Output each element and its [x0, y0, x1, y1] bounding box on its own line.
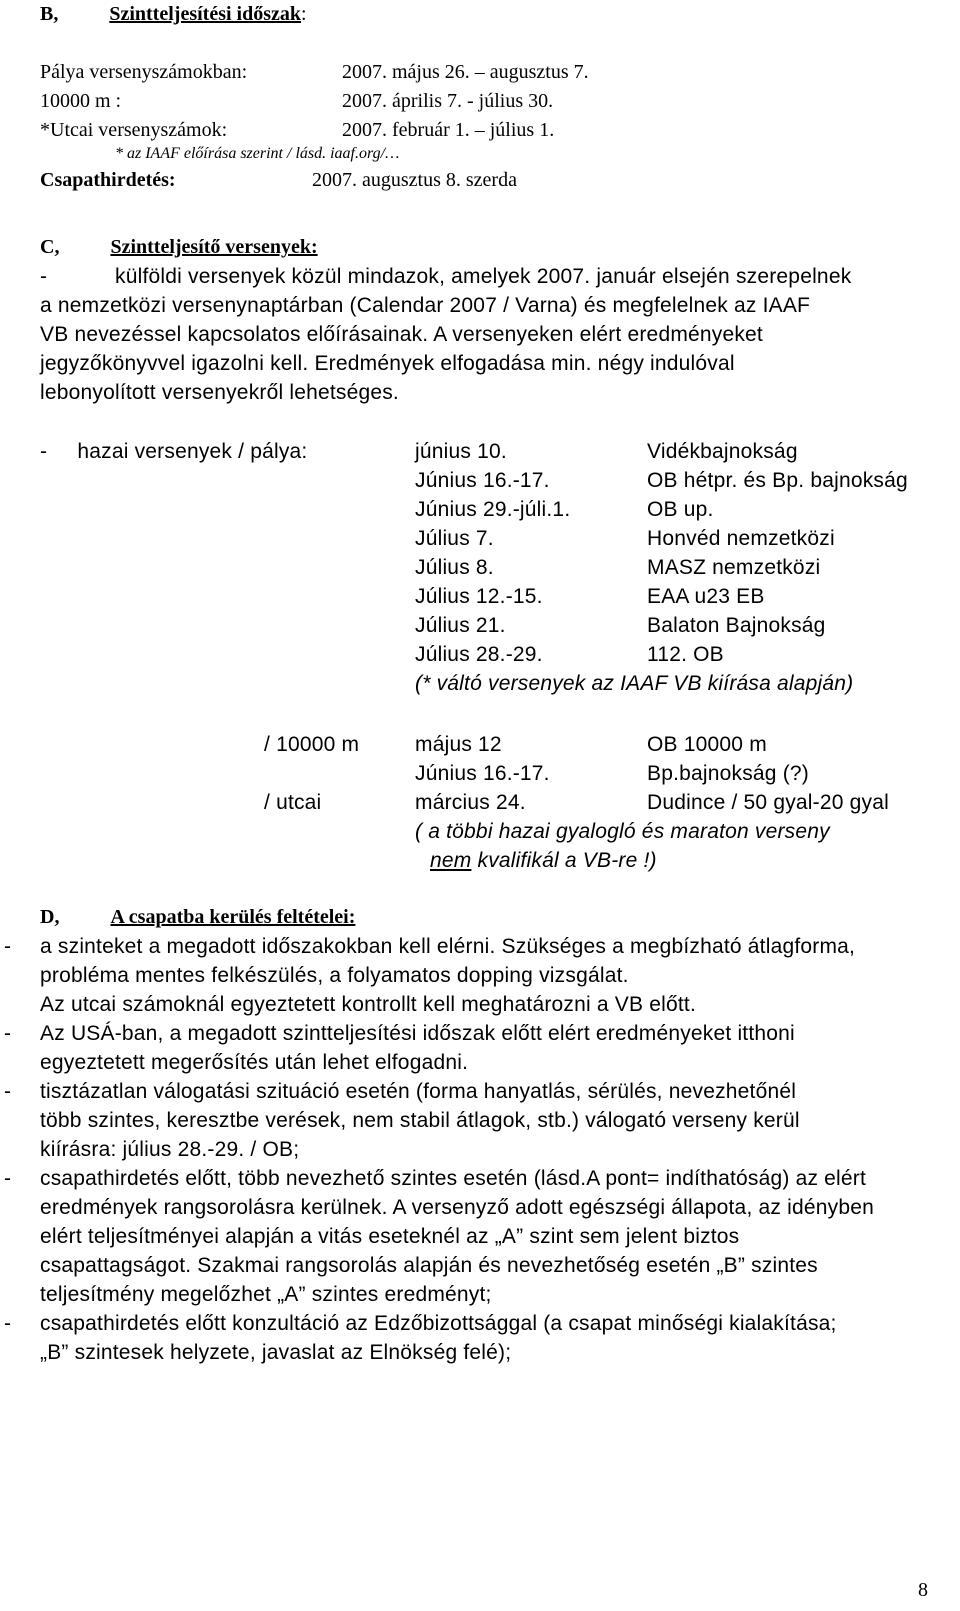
domestic-track-event: OB up. — [647, 498, 714, 521]
section-b-title: Szintteljesítési időszak — [109, 3, 301, 25]
condition-bullet: - — [4, 1080, 12, 1103]
condition-line: eredmények rangsorolásra kerülnek. A versenyző adott egészségi állapota, az idényben — [40, 1196, 874, 1219]
domestic-road-event: Dudince / 50 gyal-20 gyal — [647, 791, 889, 814]
domestic-10000-label: / 10000 m — [264, 733, 360, 756]
condition-line: kiírásra: július 28.-29. / OB; — [40, 1138, 300, 1161]
domestic-track-event: Balaton Bajnokság — [647, 614, 826, 637]
domestic-road-date: március 24. — [415, 791, 526, 814]
condition-line: elért teljesítményei alapján a vitás eseteknél az „A” szint sem jelent biztos — [40, 1225, 740, 1248]
domestic-track-event: Honvéd nemzetközi — [647, 527, 835, 550]
domestic-track-date: Június 29.-júli.1. — [415, 498, 571, 521]
condition-first-line: a szinteket a megadott időszakokban kell elérni. Szükséges a megbízható átlagforma, — [40, 935, 856, 958]
section-b-letter: B, — [40, 3, 59, 25]
road-note-emphasis: nem — [430, 849, 472, 872]
domestic-track-event: OB hétpr. és Bp. bajnokság — [647, 469, 908, 492]
condition-line: egyeztetett megerősítés után lehet elfogadni. — [40, 1051, 469, 1074]
domestic-track-date: június 10. — [415, 440, 507, 463]
section-c-heading — [40, 233, 318, 262]
domestic-track-event: MASZ nemzetközi — [647, 556, 821, 579]
condition-line: probléma mentes felkészülés, a folyamatos dopping vizsgálat. — [40, 964, 629, 987]
condition-bullet: - — [4, 1312, 12, 1335]
section-d-letter: D, — [40, 906, 60, 928]
condition-line: több szintes, keresztbe verések, nem stabil átlagok, stb.) válogató verseny kerül — [40, 1109, 800, 1132]
foreign-intro-line: VB nevezéssel kapcsolatos előírásainak. A versenyeken elért eredményeket — [40, 323, 763, 346]
condition-line: „B” szintesek helyzete, javaslat az Elnökség felé); — [40, 1341, 512, 1364]
domestic-track-event: Vidékbajnokság — [647, 440, 798, 463]
period-label-palya: Pálya versenyszámokban: — [40, 61, 248, 83]
foreign-dash: - — [40, 265, 48, 288]
domestic-road-label: / utcai — [264, 791, 322, 814]
team-announce-label: Csapathirdetés: — [40, 169, 176, 191]
period-value-palya: 2007. május 26. – augusztus 7. — [342, 61, 589, 83]
domestic-track-date: Július 12.-15. — [415, 585, 543, 608]
condition-line: Az utcai számoknál egyeztetett kontrollt kell meghatározni a VB előtt. — [40, 993, 696, 1016]
domestic-10000-event: Bp.bajnokság (?) — [647, 762, 809, 785]
road-note-line1: ( a többi hazai gyalogló és maraton verseny — [415, 820, 830, 843]
section-c-letter: C, — [40, 236, 60, 258]
condition-first-line: csapathirdetés előtt konzultáció az Edzőbizottsággal (a csapat minőségi kialakítása; — [40, 1312, 837, 1335]
domestic-track-label: - hazai versenyek / pálya: — [40, 440, 308, 463]
domestic-track-event: EAA u23 EB — [647, 585, 765, 608]
foreign-intro-line: a nemzetközi versenynaptárban (Calendar 2007 / Varna) és megfelelnek az IAAF — [40, 294, 811, 317]
page-number: 8 — [918, 1579, 928, 1601]
domestic-10000-date: Június 16.-17. — [415, 762, 550, 785]
period-label-10000: 10000 m : — [40, 90, 122, 112]
period-value-utcai: 2007. február 1. – július 1. — [342, 119, 555, 141]
period-label-utcai: *Utcai versenyszámok: — [40, 119, 228, 141]
condition-line: teljesítmény megelőzhet „A” szintes eredményt; — [40, 1283, 492, 1306]
section-b-heading — [40, 0, 307, 29]
condition-bullet: - — [4, 935, 12, 958]
condition-first-line: tisztázatlan válogatási szituáció esetén (forma hanyatlás, sérülés, nevezhetőnél — [40, 1080, 797, 1103]
domestic-track-event: 112. OB — [647, 643, 724, 666]
section-d-title: A csapatba kerülés feltételei: — [110, 906, 356, 928]
road-note-rest: kvalifikál a VB-re !) — [471, 849, 657, 872]
domestic-track-date: Július 8. — [415, 556, 494, 579]
condition-first-line: csapathirdetés előtt, több nevezhető szintes esetén (lásd.A pont= indíthatóság) az elért — [40, 1167, 867, 1190]
domestic-10000-date: május 12 — [415, 733, 502, 756]
relay-note: (* váltó versenyek az IAAF VB kiírása alapján) — [415, 672, 854, 695]
domestic-track-date: Július 7. — [415, 527, 494, 550]
foreign-intro-line: jegyzőkönyvvel igazolni kell. Eredmények elfogadása min. négy indulóval — [40, 352, 735, 375]
condition-first-line: Az USÁ-ban, a megadott szintteljesítési időszak előtt elért eredményeket itthoni — [40, 1022, 795, 1045]
iaaf-footnote: * az IAAF előírása szerint / lásd. iaaf.org/… — [115, 145, 400, 162]
domestic-track-date: Július 21. — [415, 614, 506, 637]
section-d-heading — [40, 903, 355, 932]
foreign-intro-line: lebonyolított versenyekről lehetséges. — [40, 381, 399, 404]
section-b-colon: : — [301, 3, 307, 25]
condition-bullet: - — [4, 1022, 12, 1045]
condition-bullet: - — [4, 1167, 12, 1190]
road-note-line2 — [430, 846, 657, 875]
foreign-intro-first: külföldi versenyek közül mindazok, amelyek 2007. január elsején szerepelnek — [115, 265, 852, 288]
team-announce-value: 2007. augusztus 8. szerda — [312, 169, 517, 191]
period-value-10000: 2007. április 7. - július 30. — [342, 90, 554, 112]
condition-line: csapattagságot. Szakmai rangsorolás alapján és nevezhetőség esetén „B” szintes — [40, 1254, 818, 1277]
section-c-title: Szintteljesítő versenyek: — [110, 236, 318, 258]
domestic-track-date: Június 16.-17. — [415, 469, 550, 492]
domestic-track-date: Július 28.-29. — [415, 643, 543, 666]
domestic-10000-event: OB 10000 m — [647, 733, 767, 756]
